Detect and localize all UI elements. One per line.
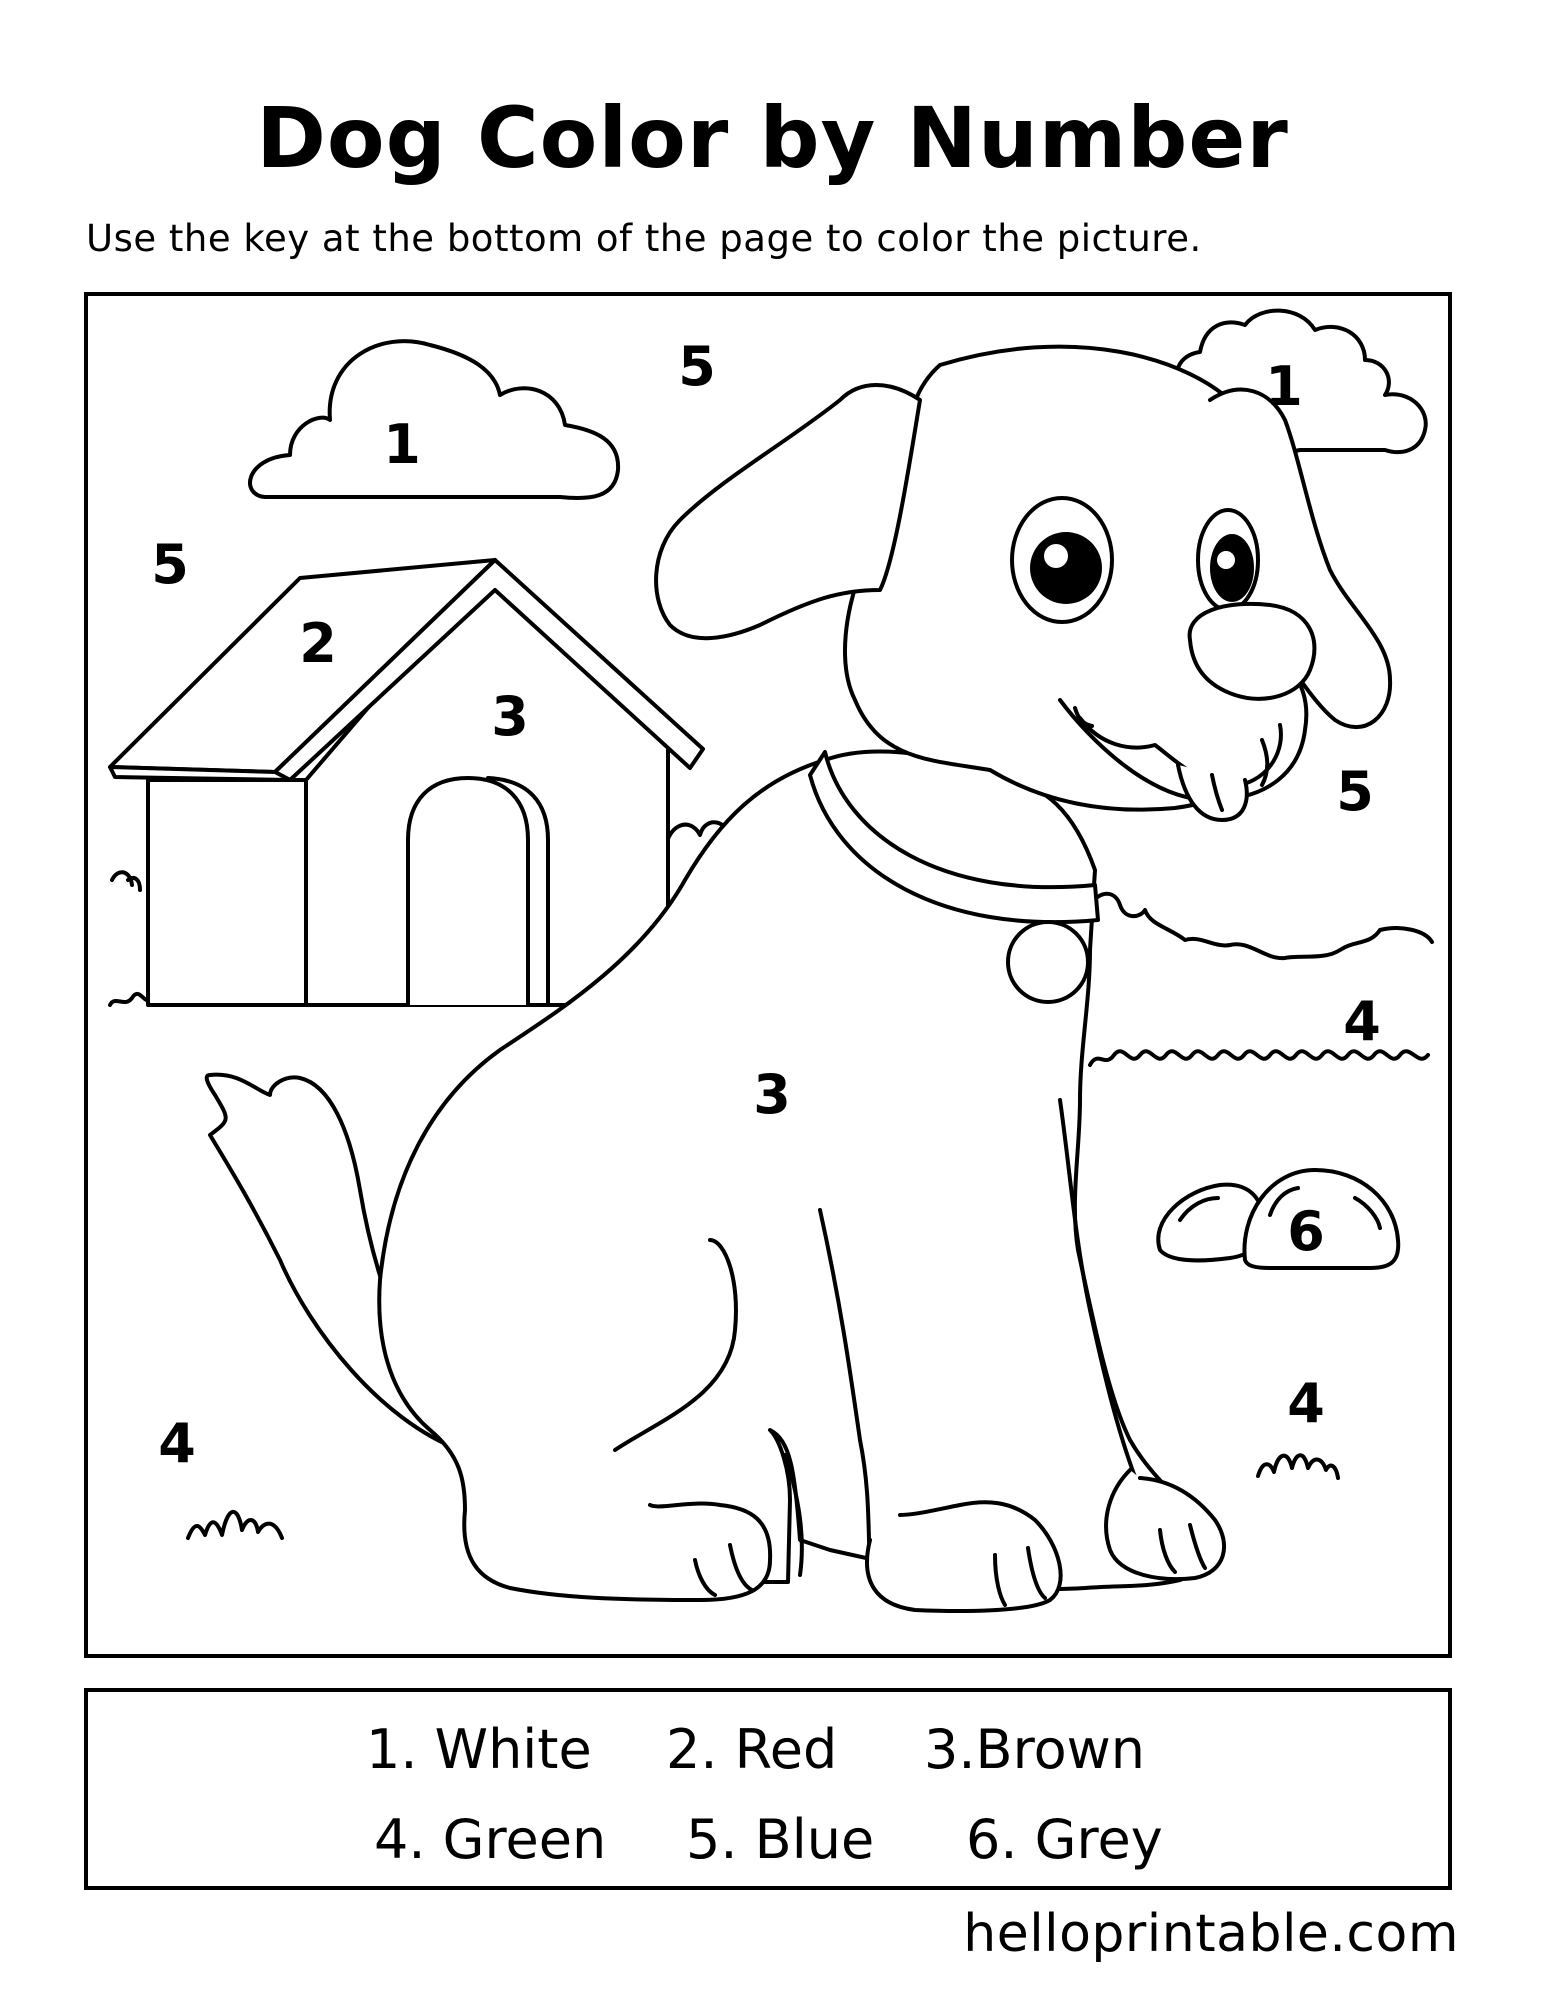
number-grass-bottom-right: 4 bbox=[1287, 1372, 1325, 1435]
grass-tuft-bottom-right bbox=[1258, 1455, 1338, 1478]
color-key-item-2: 2. Red bbox=[666, 1718, 838, 1781]
number-doghouse-wall: 3 bbox=[491, 685, 529, 748]
dog-eye-right-shine bbox=[1217, 551, 1235, 569]
dog-back-paw bbox=[464, 1504, 770, 1600]
color-key-item-1: 1. White bbox=[366, 1718, 592, 1781]
page-title: Dog Color by Number bbox=[256, 89, 1289, 187]
doghouse-door-outer bbox=[408, 778, 528, 1005]
dog-eye-left-shine bbox=[1044, 544, 1068, 568]
dog-front-paw-left bbox=[867, 1502, 1061, 1611]
dog-collar-tag bbox=[1008, 922, 1088, 1002]
grass-tuft-bottom-left bbox=[188, 1512, 282, 1538]
instructions-text: Use the key at the bottom of the page to color the picture. bbox=[86, 217, 1202, 260]
number-rock: 6 bbox=[1287, 1200, 1325, 1263]
color-key-item-4: 4. Green bbox=[374, 1808, 607, 1871]
number-grass-right: 4 bbox=[1343, 990, 1381, 1053]
cloud-left bbox=[250, 341, 618, 498]
color-key-box bbox=[84, 1688, 1452, 1890]
color-key-item-5: 5. Blue bbox=[686, 1808, 875, 1871]
tuft-left-edge bbox=[112, 872, 140, 890]
dog-eye-left-pupil bbox=[1030, 532, 1102, 604]
color-key-item-3: 3.Brown bbox=[924, 1718, 1146, 1781]
number-dog-body: 3 bbox=[753, 1063, 791, 1126]
grass-line-right bbox=[1090, 1051, 1428, 1065]
number-doghouse-roof: 2 bbox=[299, 612, 337, 675]
color-key-item-6: 6. Grey bbox=[966, 1808, 1163, 1871]
number-grass-bottom-left: 4 bbox=[158, 1412, 196, 1475]
number-sky-left: 5 bbox=[151, 533, 189, 596]
number-cloud-left: 1 bbox=[383, 413, 421, 476]
dog-eye-right-pupil bbox=[1210, 534, 1254, 602]
number-cloud-right: 1 bbox=[1265, 355, 1303, 418]
site-credit: helloprintable.com bbox=[963, 1904, 1459, 1964]
dog-front-paw-right bbox=[1106, 1470, 1224, 1579]
number-sky-top-center: 5 bbox=[678, 335, 716, 398]
number-sky-right: 5 bbox=[1336, 760, 1374, 823]
bush-right bbox=[1090, 894, 1432, 958]
